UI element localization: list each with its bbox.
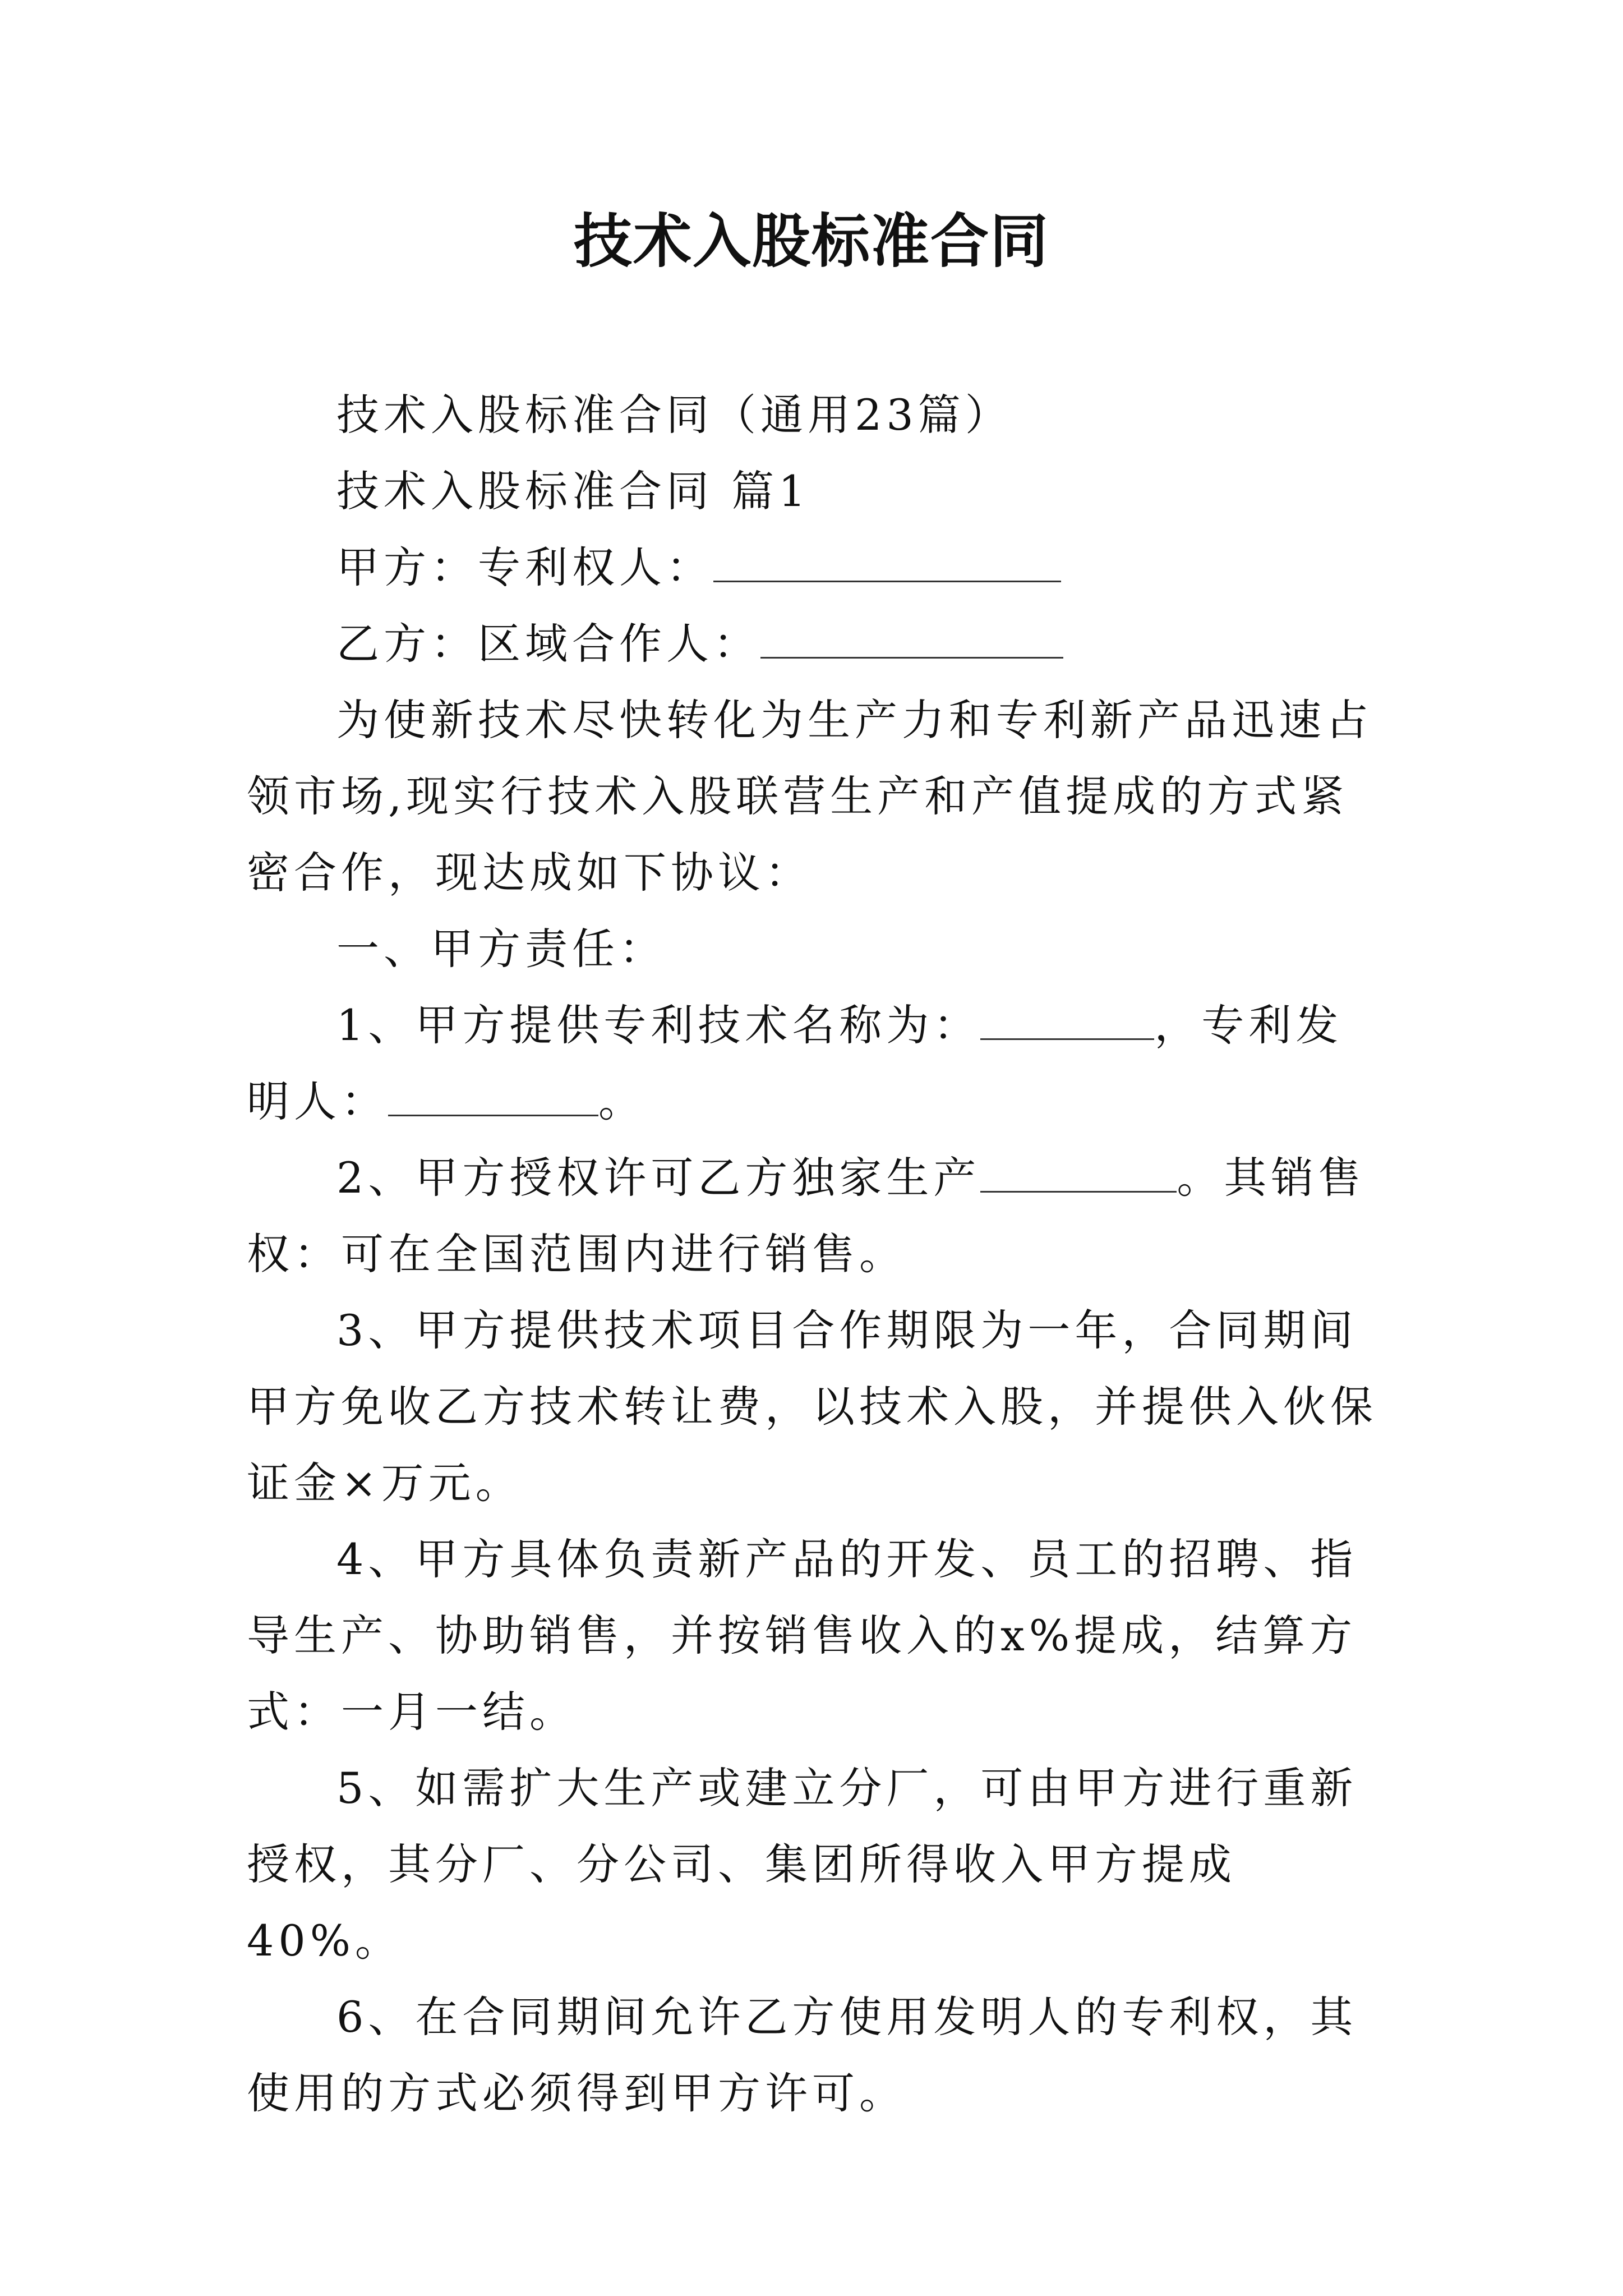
clause-5: 5、如需扩大生产或建立分厂，可由甲方进行重新授权，其分厂、分公司、集团所得收入甲方提成40%。 — [247, 1763, 1358, 1966]
clause-2 — [247, 1140, 1380, 1292]
patent-name-blank — [980, 1005, 1154, 1040]
clause-2-text-a: 2、甲方授权许可乙方独家生产 — [336, 1153, 981, 1203]
document-body — [247, 377, 1380, 2132]
party-a-line — [247, 530, 1380, 606]
clause-1-text-a: 1、甲方提供专利技术名称为： — [336, 1000, 981, 1050]
party-a-label: 甲方：专利权人： — [336, 542, 713, 592]
subtitle: 技术入股标准合同（通用23篇） — [336, 390, 1012, 440]
clause-1 — [247, 987, 1380, 1140]
inventor-blank — [388, 1081, 598, 1116]
clause-4: 4、甲方具体负责新产品的开发、员工的招聘、指导生产、协助销售，并按销售收入的x%提成，结算方式：一月一结。 — [247, 1534, 1358, 1737]
party-b-blank — [760, 623, 1063, 659]
product-blank — [980, 1157, 1177, 1193]
intro-paragraph: 为使新技术尽快转化为生产力和专利新产品迅速占领市场,现实行技术入股联营生产和产值提成的方式紧密合作，现达成如下协议： — [247, 695, 1373, 898]
party-b-label: 乙方：区域合作人： — [336, 619, 760, 669]
clause-3: 3、甲方提供技术项目合作期限为一年，合同期间甲方免收乙方技术转让费，以技术入股，并提供入伙保证金×万元。 — [247, 1305, 1377, 1508]
clause-1-text-b: ，专利发明人： — [247, 1000, 1343, 1126]
clause-1-text-c: 。 — [598, 1076, 645, 1126]
section-1-heading: 一、甲方责任： — [336, 924, 666, 974]
document-title: 技术入股标准合同 — [573, 206, 1049, 275]
party-a-blank — [713, 547, 1061, 582]
party-b-line — [247, 606, 1380, 682]
chapter-heading: 技术入股标准合同 篇1 — [336, 466, 810, 516]
clause-6: 6、在合同期间允许乙方使用发明人的专利权，其使用的方式必须得到甲方许可。 — [247, 1992, 1358, 2118]
clause-2-text-b: 。其销售权：可在全国范围内进行销售。 — [247, 1153, 1366, 1279]
